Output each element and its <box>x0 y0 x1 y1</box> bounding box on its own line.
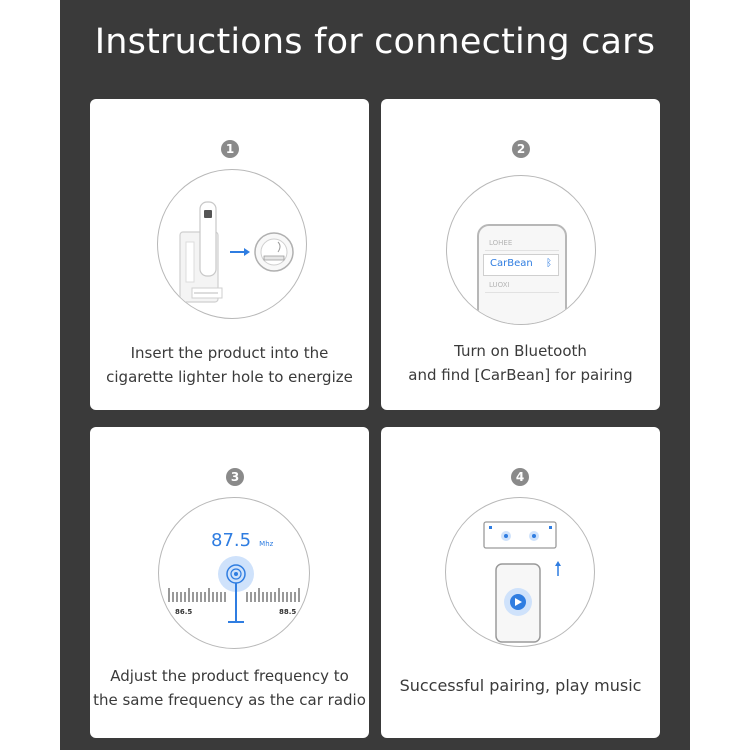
device-name-carbean: CarBean <box>490 258 533 269</box>
step-number-badge: 3 <box>226 468 244 486</box>
caption-line: Turn on Bluetooth <box>454 342 587 360</box>
step-card-3 <box>90 427 369 738</box>
caption-line: the same frequency as the car radio <box>93 691 366 709</box>
step-number-badge: 2 <box>512 140 530 158</box>
step-card-2 <box>381 99 660 410</box>
caption-line: cigarette lighter hole to energize <box>106 368 353 386</box>
phone-play-music-icon <box>445 497 595 647</box>
scale-label-right: 88.5 <box>279 608 297 616</box>
step-number-badge: 4 <box>511 468 529 486</box>
device-list-item-lohee: LOHEE <box>485 236 559 251</box>
car-charger-to-lighter-icon <box>157 169 307 319</box>
device-list-item-carbean <box>483 254 559 276</box>
step-card-1 <box>90 99 369 410</box>
caption-line: Successful pairing, play music <box>399 676 642 695</box>
step-caption <box>90 341 369 389</box>
step-caption <box>381 339 660 387</box>
device-list-item-luoxi: LUOXI <box>485 278 559 293</box>
bluetooth-icon: ᛒ <box>546 258 552 269</box>
frequency-unit: Mhz <box>259 540 274 548</box>
step-number-badge: 1 <box>221 140 239 158</box>
frequency-value: 87.5 <box>211 530 252 551</box>
fm-radio-dial-icon <box>158 497 310 649</box>
frequency-scale <box>159 498 309 648</box>
step-caption <box>90 664 369 712</box>
caption-line: Adjust the product frequency to <box>110 667 349 685</box>
caption-line: and find [CarBean] for pairing <box>408 366 633 384</box>
scale-label-left: 86.5 <box>175 608 193 616</box>
caption-line: Insert the product into the <box>130 344 329 362</box>
step-card-4 <box>381 427 660 738</box>
step-caption <box>381 674 660 698</box>
phone-outline <box>477 224 567 325</box>
phone-bluetooth-list-icon <box>446 175 596 325</box>
page-title: Instructions for connecting cars <box>94 22 656 62</box>
